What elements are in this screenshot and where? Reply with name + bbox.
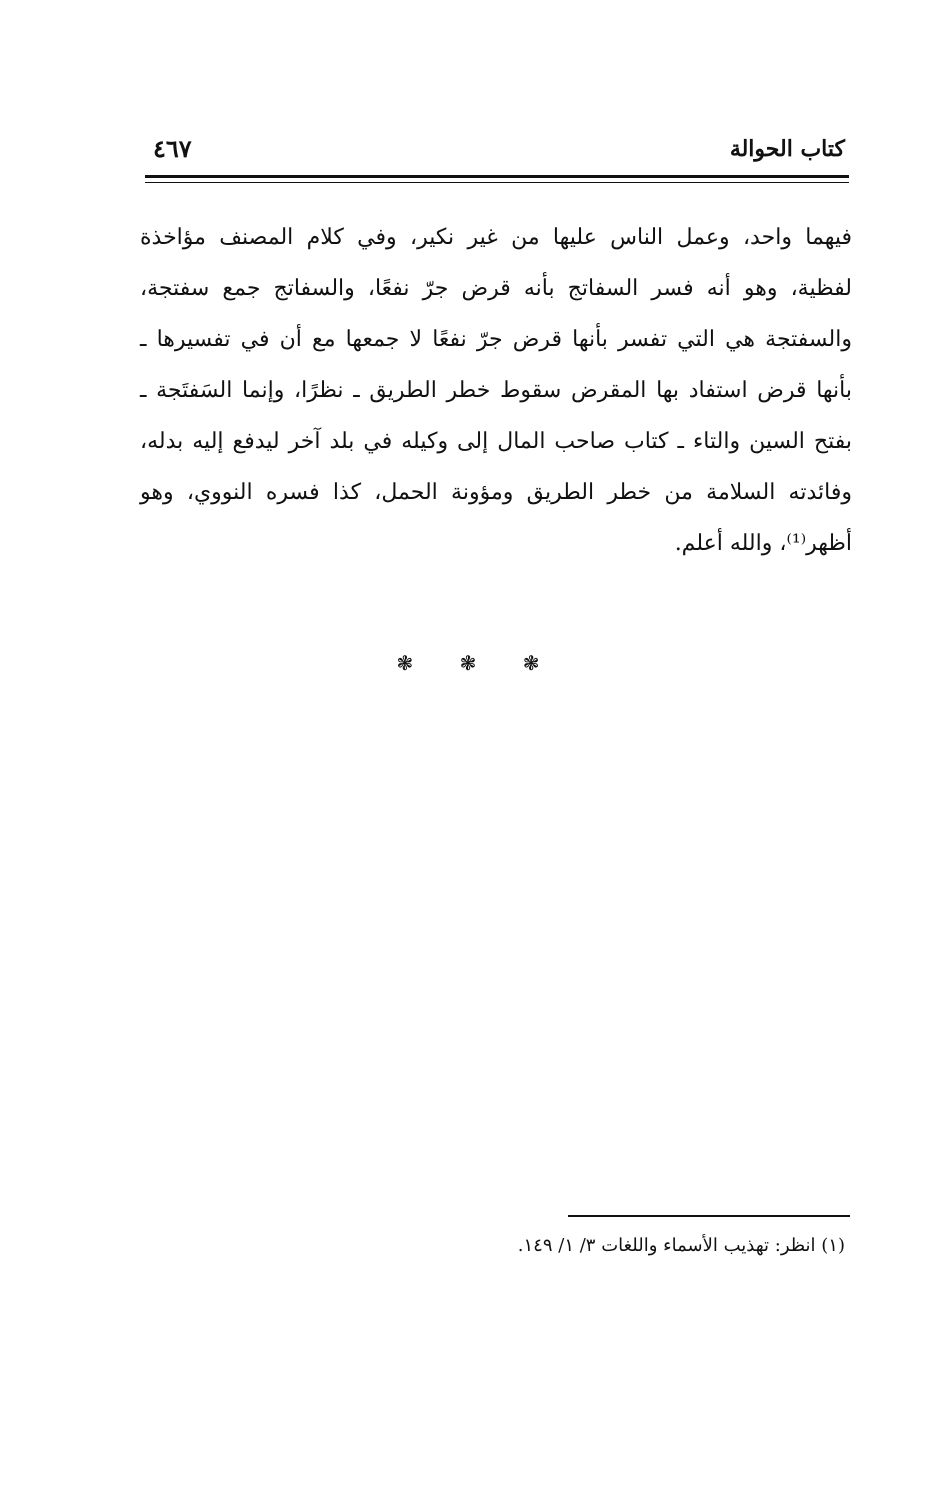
chapter-title: كتاب الحوالة	[729, 136, 845, 162]
body-line: وفائدته السلامة من خطر الطريق ومؤونة الحمل، كذا فسره النووي، وهو	[140, 480, 852, 505]
footnote-marker: (١)	[821, 1235, 845, 1256]
star-ornament-icon: ❃	[459, 651, 491, 675]
page-number: ٤٦٧	[153, 134, 192, 163]
section-separator	[0, 646, 950, 680]
body-line: لفظية، وهو أنه فسر السفاتج بأنه قرض جرّ نفعًا، والسفاتج جمع سفتجة،	[140, 276, 852, 301]
body-line: بفتح السين والتاء ـ كتاب صاحب المال إلى وكيله في بلد آخر ليدفع إليه بدله،	[140, 429, 852, 454]
footnote-text: انظر: تهذيب الأسماء واللغات ٣/ ١/ ١٤٩.	[517, 1235, 816, 1256]
footnote-rule	[568, 1215, 850, 1217]
header-rule-thick	[145, 175, 849, 178]
star-ornament-icon: ❃	[396, 651, 428, 675]
body-text	[140, 212, 852, 569]
running-head	[145, 130, 845, 170]
body-line: أظهر⁽¹⁾، والله أعلم.	[674, 531, 852, 556]
body-line: بأنها قرض استفاد بها المقرض سقوط خطر الطريق ـ نظرًا، وإنما السَفتَجة ـ	[140, 378, 852, 403]
footnote	[518, 1228, 845, 1264]
body-line: فيهما واحد، وعمل الناس عليها من غير نكير، وفي كلام المصنف مؤاخذة	[140, 225, 852, 250]
star-ornament-icon: ❃	[522, 651, 554, 675]
header-rule-thin	[145, 182, 849, 183]
body-line: والسفتجة هي التي تفسر بأنها قرض جرّ نفعًا لا جمعها مع أن في تفسيرها ـ	[140, 327, 852, 352]
